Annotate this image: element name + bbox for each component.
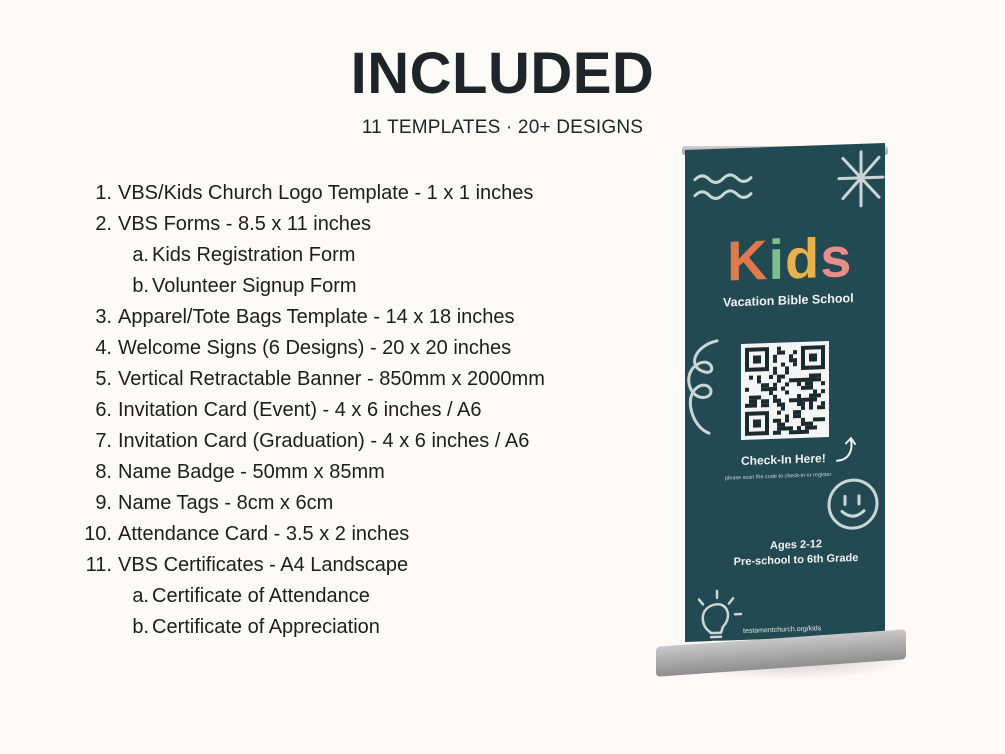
kids-letter: d <box>785 226 821 291</box>
list-item <box>80 209 640 240</box>
list-item <box>80 395 640 426</box>
starburst-icon <box>835 147 885 211</box>
list-item <box>80 488 640 519</box>
list-number: b. <box>132 275 149 297</box>
list-text: Attendance Card - 3.5 x 2 inches <box>118 523 410 545</box>
list-item <box>80 457 640 488</box>
grade-line: Pre-school to 6th Grade <box>733 551 859 569</box>
list-number: 11. <box>85 554 112 576</box>
list-item <box>80 519 640 550</box>
page-title: INCLUDED <box>350 41 655 106</box>
lightbulb-icon <box>687 586 747 642</box>
page-subtitle: 11 TEMPLATES · 20+ DESIGNS <box>361 117 644 138</box>
kids-letter: K <box>727 228 769 293</box>
list-text: VBS Forms - 8.5 x 11 inches <box>118 213 372 235</box>
list-number: 8. <box>95 461 112 483</box>
qr-code <box>741 341 829 440</box>
list-item <box>80 178 640 209</box>
list-number: 5. <box>95 368 112 390</box>
list-item <box>80 364 640 395</box>
ages-text <box>721 536 871 571</box>
kids-heading <box>727 224 852 293</box>
list-text: Invitation Card (Graduation) - 4 x 6 inches / A6 <box>118 430 530 452</box>
list-text: Kids Registration Form <box>152 244 356 266</box>
list-text: Apparel/Tote Bags Template - 14 x 18 inches <box>118 306 515 328</box>
list-text: Vertical Retractable Banner - 850mm x 2000mm <box>118 368 545 390</box>
list-text: Welcome Signs (6 Designs) - 20 x 20 inches <box>118 337 512 359</box>
list-number: 1. <box>95 182 112 204</box>
sub-list-item <box>80 271 640 302</box>
curved-arrow-icon <box>833 434 859 465</box>
list-item <box>80 302 640 333</box>
list-number: a. <box>132 585 149 607</box>
list-item <box>80 333 640 364</box>
kids-letter: i <box>768 227 786 292</box>
list-text: Name Badge - 50mm x 85mm <box>118 461 385 483</box>
list-number: 9. <box>95 492 112 514</box>
swirl-icon <box>685 336 729 438</box>
list-number: a. <box>132 244 149 266</box>
list-text: Name Tags - 8cm x 6cm <box>118 492 334 514</box>
ages-line: Ages 2-12 <box>770 538 822 553</box>
banner-panel <box>685 143 885 642</box>
sub-list-item <box>80 581 640 612</box>
list-number: 4. <box>95 337 112 359</box>
wave-lines-icon <box>693 170 755 208</box>
list-item <box>80 426 640 457</box>
list-number: 6. <box>95 399 112 421</box>
list-number: 10. <box>84 523 112 545</box>
scan-note: please scan the code to check-in or register <box>725 471 832 482</box>
list-text: VBS Certificates - A4 Landscape <box>118 554 409 576</box>
list-text: Certificate of Appreciation <box>152 616 380 638</box>
list-number: 7. <box>95 430 112 452</box>
list-number: 2. <box>95 213 112 235</box>
kids-letter: s <box>820 225 853 290</box>
retractable-banner-mockup <box>650 140 920 700</box>
list-item <box>80 550 640 581</box>
list-text: Invitation Card (Event) - 4 x 6 inches / A6 <box>118 399 482 421</box>
included-list <box>80 178 640 643</box>
list-number: b. <box>132 616 149 638</box>
list-text: Volunteer Signup Form <box>152 275 357 297</box>
list-number: 3. <box>95 306 112 328</box>
list-text: Certificate of Attendance <box>152 585 370 607</box>
smiley-face-icon <box>825 475 881 533</box>
website-url: testamentchurch.org/kids <box>743 625 822 635</box>
program-name: Vacation Bible School <box>723 291 854 310</box>
sub-list-item <box>80 612 640 643</box>
list-text: VBS/Kids Church Logo Template - 1 x 1 inches <box>118 182 534 204</box>
checkin-label: Check-In Here! <box>741 451 826 469</box>
sub-list-item <box>80 240 640 271</box>
